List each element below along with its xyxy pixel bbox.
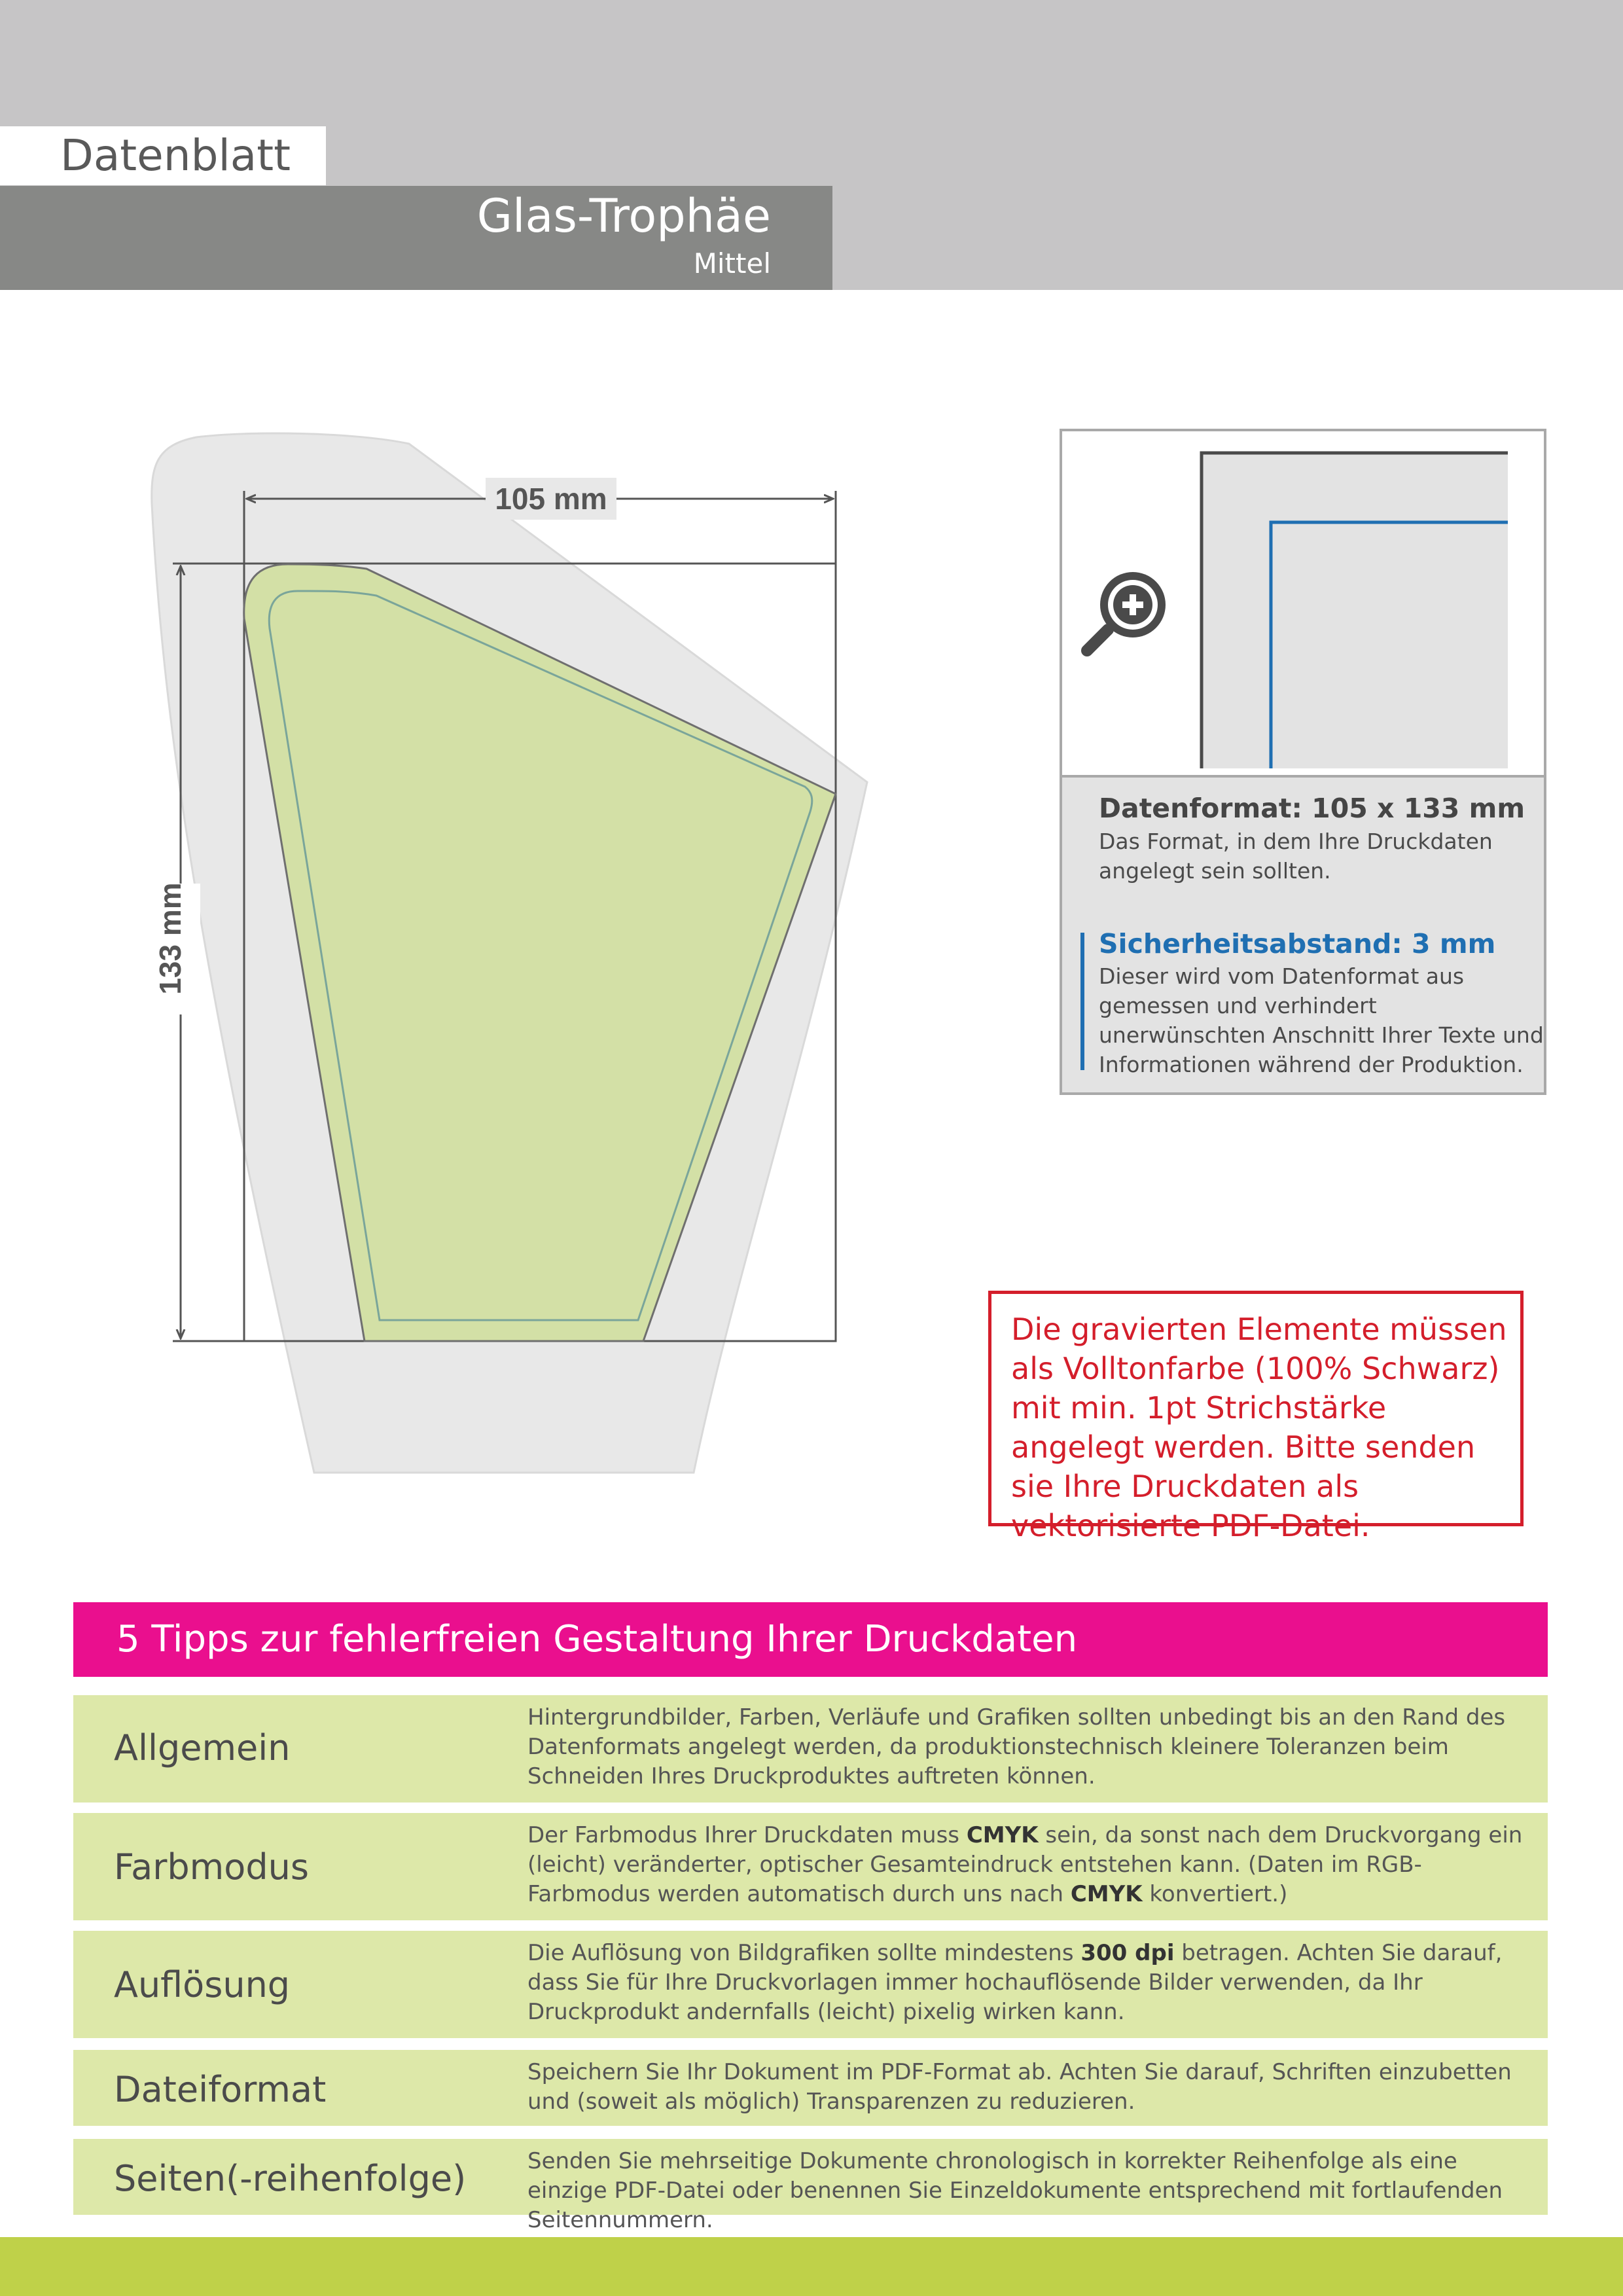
format-text: Das Format, in dem Ihre Druckdaten angelegt sein sollten.	[1099, 829, 1493, 884]
tip-text: Die Auflösung von Bildgrafiken sollte mindestens 300 dpi betragen. Achten Sie darauf, dass Sie für Ihre Druckvorlagen immer hochauflösende Bilder verwenden, da Ihr Druckprodukt andernfalls (leicht) pixelig wirken kann.	[527, 1940, 1503, 2025]
doc-label: Datenblatt	[60, 130, 291, 181]
product-subtitle: Mittel	[693, 247, 771, 279]
info-panel	[1060, 429, 1546, 1095]
tip-label: Farbmodus	[114, 1846, 309, 1888]
tip-text: Hintergrundbilder, Farben, Verläufe und Grafiken sollten unbedingt bis an den Rand des Datenformats angelegt werden, da produktionstechnisch kleinere Toleranzen beim Schneiden Ihres Druckproduktes auftreten können.	[527, 1704, 1506, 1789]
safety-text: Dieser wird vom Datenformat aus gemessen und verhindert unerwünschten Anschnitt Ihrer Texte und Informationen während der Produktion.	[1099, 963, 1544, 1077]
zoom-in-icon	[1087, 572, 1166, 651]
tip-row-farbmodus	[73, 1813, 1548, 1920]
product-title: Glas-Trophäe	[476, 189, 771, 243]
format-title: Datenformat: 105 x 133 mm	[1099, 793, 1525, 824]
tip-label: Auflösung	[114, 1964, 291, 2005]
tips-title: 5 Tipps zur fehlerfreien Gestaltung Ihrer Druckdaten	[116, 1618, 1078, 1660]
tip-text: Speichern Sie Ihr Dokument im PDF-Format ab. Achten Sie darauf, Schriften einzubetten und (soweit als möglich) Transparenzen zu reduzieren.	[527, 2059, 1512, 2115]
tip-label: Seiten(-reihenfolge)	[114, 2158, 467, 2199]
tip-label: Allgemein	[114, 1727, 291, 1768]
tip-text: Senden Sie mehrseitige Dokumente chronologisch in korrekter Reihenfolge als eine einzige PDF-Datei oder benennen Sie Einzeldokumente entsprechend mit fortlaufenden Seitennummern.	[527, 2148, 1503, 2233]
panel-divider	[1062, 775, 1544, 778]
footer-band	[0, 2237, 1623, 2296]
safety-accent-bar	[1080, 933, 1084, 1070]
tip-text: Der Farbmodus Ihrer Druckdaten muss CMYK sein, da sonst nach dem Druckvorgang ein (leicht) veränderter, optischer Gesamteindruck entstehen kann. (Daten im RGB-Farbmodus werden automatisch durch uns nach CMYK konvertiert.)	[527, 1822, 1523, 1907]
zoom-detail	[1062, 431, 1544, 775]
height-label: 133 mm	[153, 882, 187, 995]
corner-detail-graphic	[1062, 431, 1544, 775]
tip-row-aufloesung	[73, 1931, 1548, 2038]
tip-label: Dateiformat	[114, 2069, 327, 2110]
width-label: 105 mm	[495, 482, 607, 516]
tips-header	[73, 1602, 1548, 1677]
tip-row-dateiformat	[73, 2050, 1548, 2126]
safety-title: Sicherheitsabstand: 3 mm	[1099, 928, 1496, 960]
trophy-drawing	[0, 393, 916, 1505]
tip-row-allgemein	[73, 1695, 1548, 1803]
engraving-notice	[988, 1291, 1524, 1543]
notice-text: Die gravierten Elemente müssen als Volltonfarbe (100% Schwarz) mit min. 1pt Strichstärke angelegt werden. Bitte senden sie Ihre Druckdaten als vektorisierte PDF-Datei.	[1011, 1312, 1507, 1543]
tip-row-seiten	[73, 2139, 1548, 2233]
